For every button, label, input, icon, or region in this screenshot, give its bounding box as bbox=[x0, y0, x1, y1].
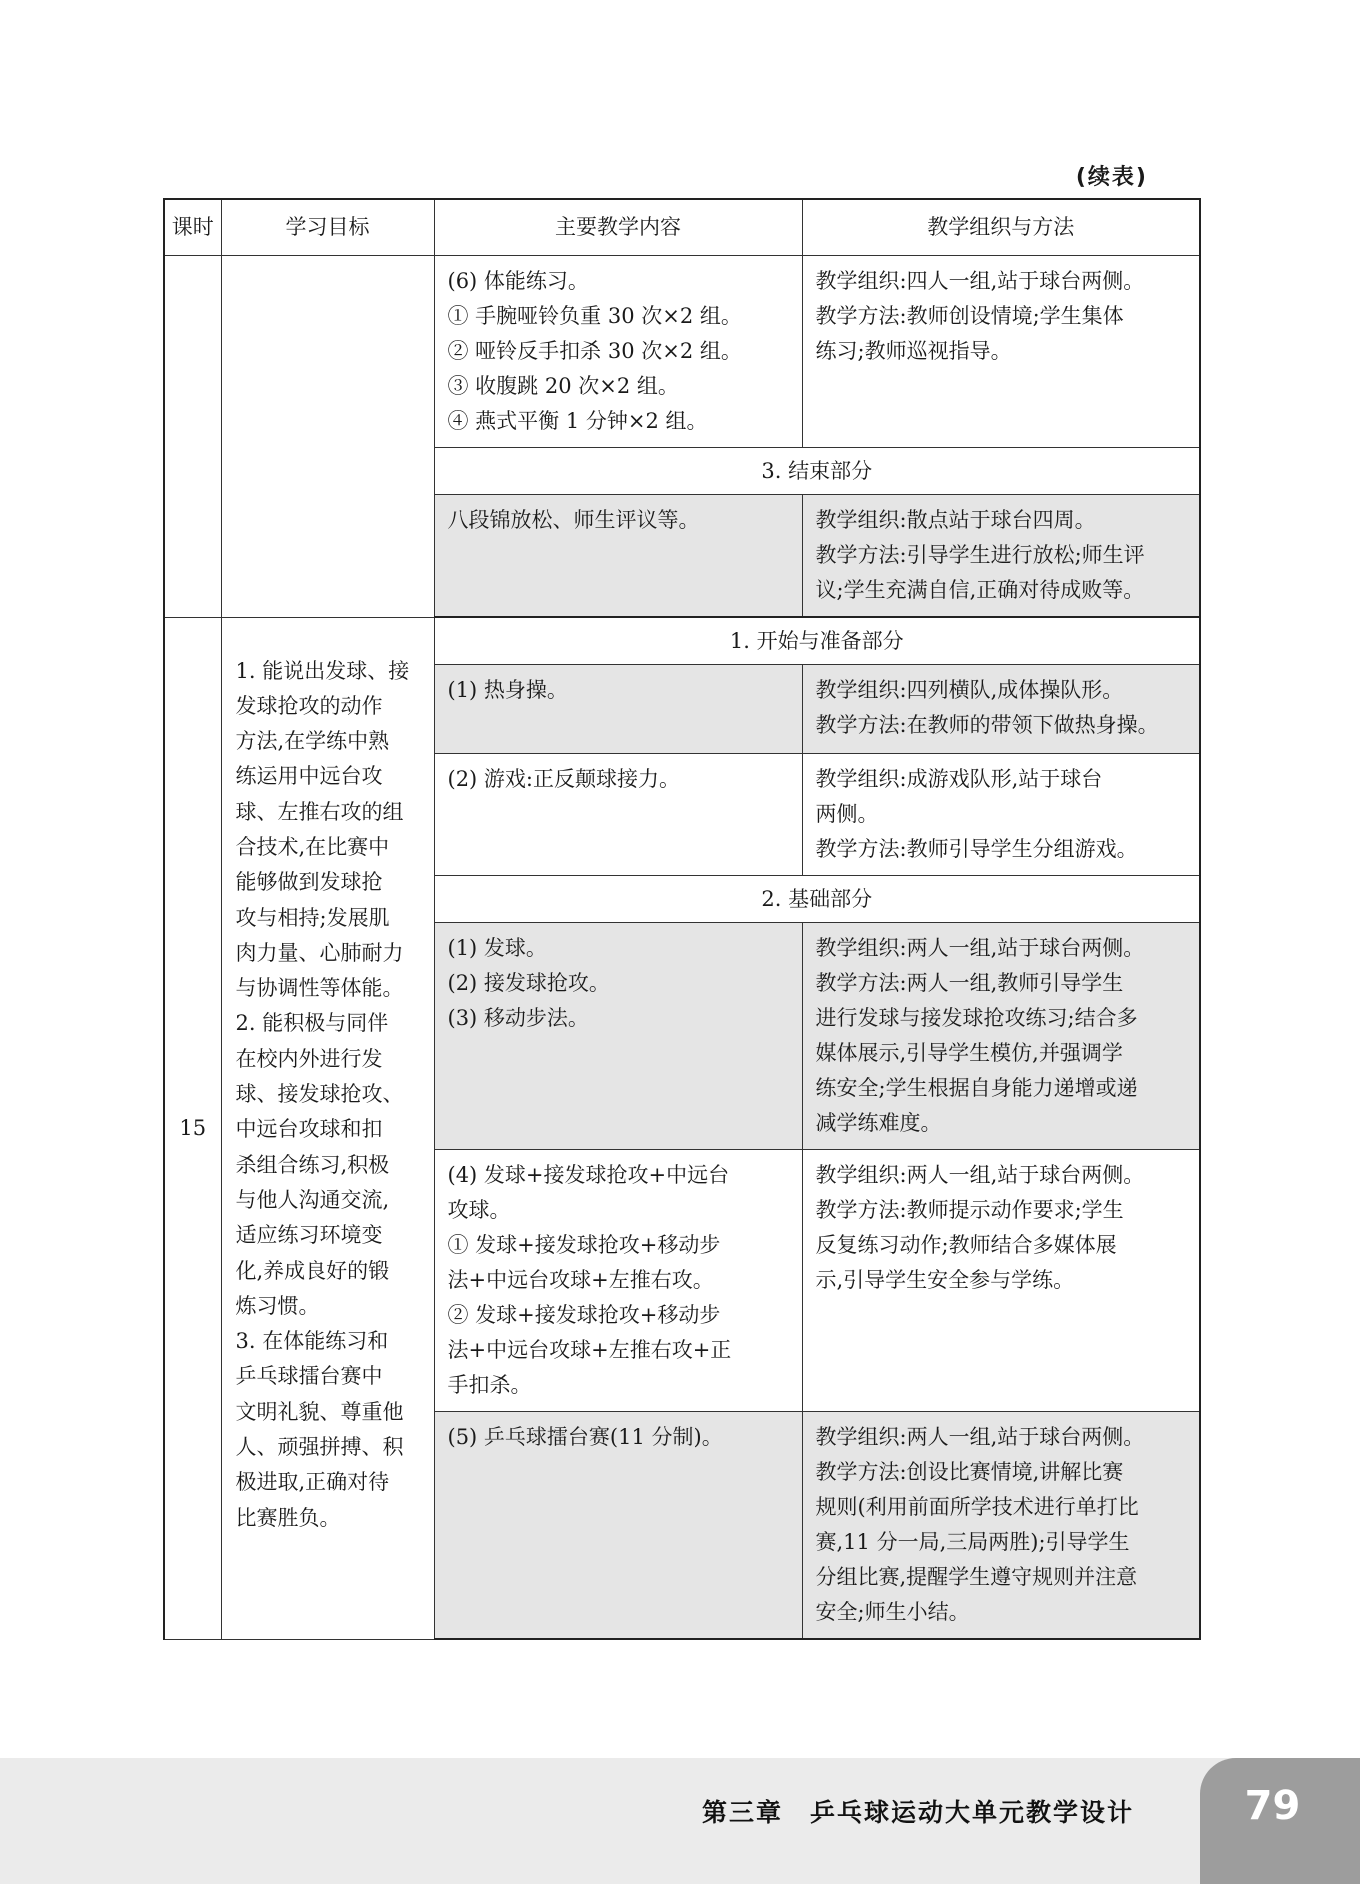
lesson14-exercise-method bbox=[802, 256, 1200, 448]
text-line: 赛,11 分一局,三局两胜);引导学生 bbox=[815, 1530, 1130, 1554]
text-line: 进行发球与接发球抢攻练习;结合多 bbox=[815, 1006, 1138, 1030]
text-line: 教学方法:创设比赛情境,讲解比赛 bbox=[815, 1460, 1124, 1484]
row5-method bbox=[802, 1412, 1200, 1640]
text-line: 球、接发球抢攻、 bbox=[235, 1082, 404, 1107]
text-line: (2) 游戏:正反颠球接力。 bbox=[447, 767, 680, 791]
header-method: 教学组织与方法 bbox=[802, 199, 1200, 256]
section-start-heading: 1. 开始与准备部分 bbox=[434, 617, 1200, 665]
text-line: 安全;师生小结。 bbox=[815, 1600, 970, 1624]
text-line: 与协调性等体能。 bbox=[235, 976, 404, 1001]
text-line: 议;学生充满自信,正确对待成败等。 bbox=[815, 578, 1145, 602]
text-line: 练安全;学生根据自身能力递增或递 bbox=[815, 1076, 1138, 1100]
text-line: 化,养成良好的锻 bbox=[235, 1258, 390, 1283]
text-line: 减学练难度。 bbox=[815, 1111, 942, 1135]
lesson14-exercise-content bbox=[434, 256, 802, 448]
text-line: 教学组织:两人一组,站于球台两侧。 bbox=[815, 1163, 1145, 1187]
text-line: ② 发球+接发球抢攻+移动步 bbox=[447, 1303, 721, 1327]
lesson14-number-cell bbox=[164, 256, 221, 618]
text-line: 教学方法:在教师的带领下做热身操。 bbox=[815, 713, 1159, 737]
text-line: 教学组织:散点站于球台四周。 bbox=[815, 508, 1096, 532]
row5-content bbox=[434, 1412, 802, 1640]
continued-label: (续表) bbox=[1075, 165, 1148, 190]
text-line: 比赛胜负。 bbox=[235, 1505, 341, 1530]
text-line: (2) 接发球抢攻。 bbox=[447, 971, 610, 995]
row2-method bbox=[802, 754, 1200, 876]
text-line: 1. 能说出发球、接 bbox=[235, 658, 410, 683]
text-line: 合技术,在比赛中 bbox=[235, 834, 390, 859]
text-line: 2. 能积极与同伴 bbox=[235, 1011, 389, 1036]
table-row bbox=[164, 256, 1200, 448]
text-line: 教学组织:四列横队,成体操队形。 bbox=[815, 678, 1124, 702]
text-line: 中远台攻球和扣 bbox=[235, 1117, 383, 1142]
text-line: 杀组合练习,积极 bbox=[235, 1152, 390, 1177]
text-line: ④ 燕式平衡 1 分钟×2 组。 bbox=[447, 409, 708, 433]
lesson14-end-content: 八段锦放松、师生评议等。 bbox=[434, 495, 802, 618]
text-line: 手扣杀。 bbox=[447, 1373, 532, 1397]
text-line: (1) 热身操。 bbox=[447, 678, 568, 702]
text-line: 在校内外进行发 bbox=[235, 1046, 383, 1071]
text-line: 反复练习动作;教师结合多媒体展 bbox=[815, 1233, 1117, 1257]
text-line: 文明礼貌、尊重他 bbox=[235, 1399, 404, 1424]
text-line: 练运用中远台攻 bbox=[235, 764, 383, 789]
text-line: ② 哑铃反手扣杀 30 次×2 组。 bbox=[447, 339, 742, 363]
text-line: 教学方法:两人一组,教师引导学生 bbox=[815, 971, 1124, 995]
header-goal: 学习目标 bbox=[221, 199, 434, 256]
table-header-row bbox=[164, 199, 1200, 256]
text-line: 肉力量、心肺耐力 bbox=[235, 940, 404, 965]
text-line: 教学组织:两人一组,站于球台两侧。 bbox=[815, 936, 1145, 960]
text-line: 乒乓球擂台赛中 bbox=[235, 1364, 383, 1389]
text-line: (6) 体能练习。 bbox=[447, 269, 589, 293]
text-line: 练习;教师巡视指导。 bbox=[815, 339, 1012, 363]
lesson-plan-table bbox=[163, 198, 1201, 1640]
text-line: 攻球。 bbox=[447, 1198, 511, 1222]
text-line: 教学组织:两人一组,站于球台两侧。 bbox=[815, 1425, 1145, 1449]
row3-method bbox=[802, 923, 1200, 1150]
row4-method bbox=[802, 1150, 1200, 1412]
text-line: 教学方法:引导学生进行放松;师生评 bbox=[815, 543, 1145, 567]
text-line: 教学方法:教师创设情境;学生集体 bbox=[815, 304, 1124, 328]
row3-content bbox=[434, 923, 802, 1150]
lesson14-end-method bbox=[802, 495, 1200, 618]
row1-method bbox=[802, 665, 1200, 754]
text-line: ③ 收腹跳 20 次×2 组。 bbox=[447, 374, 679, 398]
section-end-heading: 3. 结束部分 bbox=[434, 448, 1200, 495]
lesson14-goal-cell bbox=[221, 256, 434, 618]
section-row bbox=[164, 617, 1200, 665]
text-line: 示,引导学生安全参与学练。 bbox=[815, 1268, 1075, 1292]
text-line: 与他人沟通交流, bbox=[235, 1187, 390, 1212]
text-line: (4) 发球+接发球抢攻+中远台 bbox=[447, 1163, 730, 1187]
text-line: 3. 在体能练习和 bbox=[235, 1329, 389, 1354]
lesson15-goals bbox=[221, 617, 434, 1639]
page-number: 79 bbox=[1244, 1783, 1301, 1829]
text-line: 方法,在学练中熟 bbox=[235, 729, 390, 754]
text-line: ① 手腕哑铃负重 30 次×2 组。 bbox=[447, 304, 742, 328]
text-line: 规则(利用前面所学技术进行单打比 bbox=[815, 1495, 1139, 1519]
text-line: 攻与相持;发展肌 bbox=[235, 905, 390, 930]
text-line: 教学方法:教师提示动作要求;学生 bbox=[815, 1198, 1124, 1222]
text-line: 球、左推右攻的组 bbox=[235, 799, 404, 824]
section-basic-heading: 2. 基础部分 bbox=[434, 876, 1200, 923]
header-lesson: 课时 bbox=[164, 199, 221, 256]
text-line: 极进取,正确对待 bbox=[235, 1470, 390, 1495]
row4-content bbox=[434, 1150, 802, 1412]
text-line: ① 发球+接发球抢攻+移动步 bbox=[447, 1233, 721, 1257]
text-line: 法+中远台攻球+左推右攻+正 bbox=[447, 1338, 732, 1362]
text-line: 分组比赛,提醒学生遵守规则并注意 bbox=[815, 1565, 1138, 1589]
text-line: 法+中远台攻球+左推右攻。 bbox=[447, 1268, 714, 1292]
text-line: 两侧。 bbox=[815, 802, 879, 826]
text-line: 媒体展示,引导学生模仿,并强调学 bbox=[815, 1041, 1123, 1065]
row1-content bbox=[434, 665, 802, 754]
text-line: 教学组织:成游戏队形,站于球台 bbox=[815, 767, 1103, 791]
header-content: 主要教学内容 bbox=[434, 199, 802, 256]
text-line: 能够做到发球抢 bbox=[235, 870, 383, 895]
text-line: 教学方法:教师引导学生分组游戏。 bbox=[815, 837, 1138, 861]
page-footer bbox=[0, 1758, 1360, 1884]
text-line: 发球抢攻的动作 bbox=[235, 693, 383, 718]
text-line: 适应练习环境变 bbox=[235, 1223, 383, 1248]
text-line: 教学组织:四人一组,站于球台两侧。 bbox=[815, 269, 1145, 293]
text-line: (3) 移动步法。 bbox=[447, 1006, 589, 1030]
text-line: 炼习惯。 bbox=[235, 1293, 320, 1318]
text-line: 人、顽强拼搏、积 bbox=[235, 1435, 404, 1460]
row2-content bbox=[434, 754, 802, 876]
text-line: (1) 发球。 bbox=[447, 936, 547, 960]
text-line: (5) 乒乓球擂台赛(11 分制)。 bbox=[447, 1425, 723, 1449]
chapter-title: 第三章 乒乓球运动大单元教学设计 bbox=[701, 1798, 1134, 1827]
lesson15-number: 15 bbox=[164, 617, 221, 1639]
